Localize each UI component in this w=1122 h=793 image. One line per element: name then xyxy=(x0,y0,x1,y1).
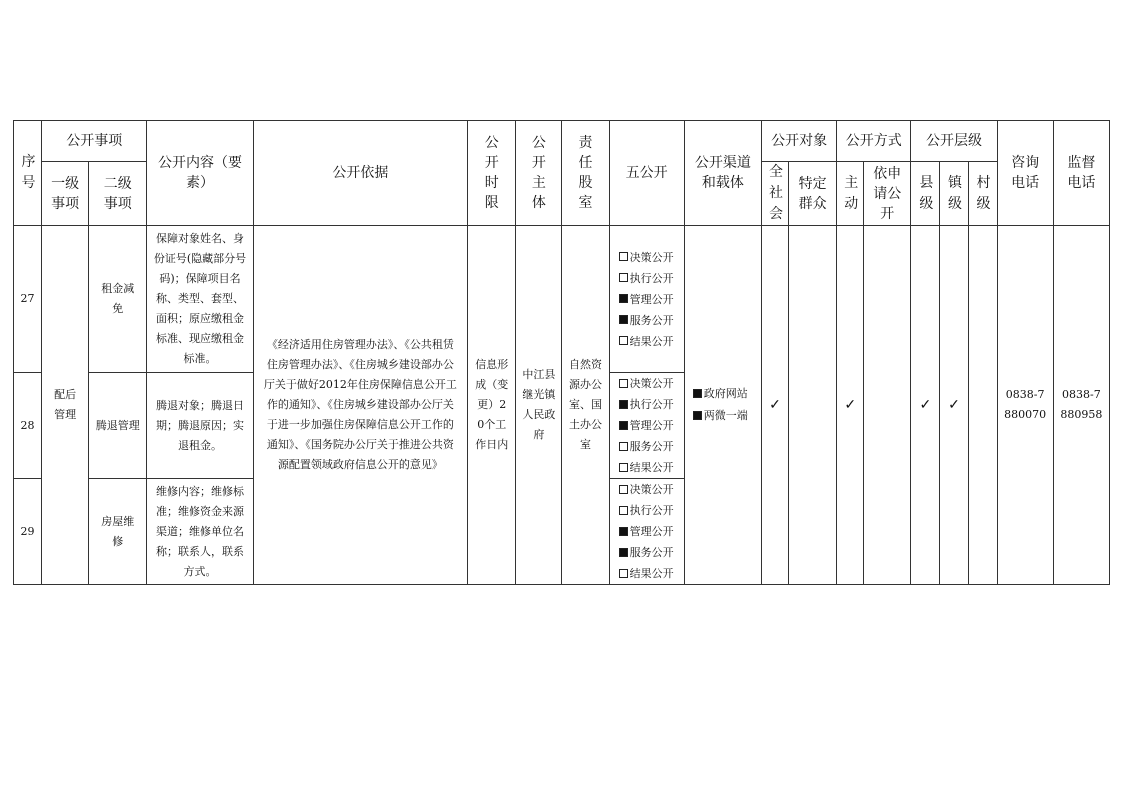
five-item xyxy=(619,268,684,289)
basis-cell: 《经济适用住房管理办法》、《公共租赁住房管理办法》、《住房城乡建设部办公厅关于做好2012年住房保障信息公开工作的通知》、《住房城乡建设部办公厅关于进一步加强住房保障信息公开工作的通知》、《国务院办公厅关于推进公共资源配置领域政府信息公开的意见》 xyxy=(253,226,468,585)
header-mode: 公开方式 xyxy=(837,121,911,162)
row-seq: 28 xyxy=(14,373,42,479)
content-cell: 保障对象姓名、身份证号(隐藏部分号码)；保障项目名称、类型、套型、面积；原应缴租金标准、现应缴租金标准。 xyxy=(147,226,253,373)
five-item xyxy=(619,394,684,415)
header-dept: 责任股室 xyxy=(562,121,609,226)
header-supervise: 监督电话 xyxy=(1053,121,1109,226)
mode-active-check: ✓ xyxy=(837,226,864,585)
five-item xyxy=(619,247,684,268)
five-item-label: 服务公开 xyxy=(629,313,674,327)
checkbox-checked-icon xyxy=(619,527,628,536)
header-basis: 公开依据 xyxy=(253,121,468,226)
disclosure-table xyxy=(13,120,1110,585)
five-item-label: 执行公开 xyxy=(629,271,674,285)
header-channel: 公开渠道和载体 xyxy=(684,121,761,226)
five-cell xyxy=(609,226,684,373)
channel-cell xyxy=(684,226,761,585)
five-list xyxy=(610,479,684,584)
header-target-all: 全社会 xyxy=(761,162,788,226)
five-item xyxy=(619,563,684,584)
five-cell xyxy=(609,373,684,479)
five-item-label: 结果公开 xyxy=(629,567,674,580)
header-level1: 一级事项 xyxy=(42,162,89,226)
five-item-label: 结果公开 xyxy=(629,334,674,348)
supervise-phone-cell: 0838-7880958 xyxy=(1053,226,1109,585)
header-level-county: 县级 xyxy=(911,162,940,226)
five-item-label: 服务公开 xyxy=(629,546,674,559)
five-item xyxy=(619,373,684,394)
time-limit-cell: 信息形成（变更）20个工作日内 xyxy=(468,226,516,585)
five-item-label: 管理公开 xyxy=(629,525,674,538)
five-item xyxy=(619,500,684,521)
checkbox-empty-icon xyxy=(619,569,628,578)
five-cell xyxy=(609,479,684,585)
row-seq: 27 xyxy=(14,226,42,373)
checkbox-empty-icon xyxy=(619,463,628,472)
content-cell: 腾退对象；腾退日期；腾退原因；实退租金。 xyxy=(147,373,253,479)
header-level2: 二级事项 xyxy=(89,162,147,226)
five-item xyxy=(619,436,684,457)
level2-item-cell: 房屋维修 xyxy=(89,479,147,585)
checkbox-empty-icon xyxy=(619,485,628,494)
header-level-village: 村级 xyxy=(968,162,997,226)
table-row xyxy=(14,226,1110,373)
header-mode-apply: 依申请公开 xyxy=(864,162,911,226)
level-county-check: ✓ xyxy=(911,226,940,585)
five-item xyxy=(619,479,684,500)
five-item-label: 决策公开 xyxy=(629,250,674,264)
level-town-check: ✓ xyxy=(940,226,968,585)
checkbox-empty-icon xyxy=(619,273,628,282)
five-item-label: 决策公开 xyxy=(629,377,674,390)
five-item xyxy=(619,521,684,542)
mode-apply-cell xyxy=(864,226,911,585)
checkbox-checked-icon xyxy=(619,400,628,409)
header-seq: 序号 xyxy=(14,121,42,226)
five-item xyxy=(619,289,684,310)
five-list xyxy=(610,373,684,478)
five-item-label: 决策公开 xyxy=(629,483,674,496)
checkbox-checked-icon xyxy=(693,389,702,398)
five-item xyxy=(619,457,684,478)
checkbox-checked-icon xyxy=(619,548,628,557)
subject-cell: 中江县继光镇人民政府 xyxy=(516,226,562,585)
row-seq: 29 xyxy=(14,479,42,585)
checkbox-checked-icon xyxy=(619,421,628,430)
five-item-label: 服务公开 xyxy=(629,440,674,453)
header-time-limit: 公开时限 xyxy=(468,121,516,226)
level1-item-cell: 配后管理 xyxy=(42,226,89,585)
five-item-label: 管理公开 xyxy=(629,419,674,432)
five-item xyxy=(619,415,684,436)
header-target: 公开对象 xyxy=(761,121,836,162)
header-level-town: 镇级 xyxy=(940,162,968,226)
consult-phone-cell: 0838-7880070 xyxy=(997,226,1053,585)
header-items: 公开事项 xyxy=(42,121,147,162)
header-consult: 咨询电话 xyxy=(997,121,1053,226)
five-item-label: 执行公开 xyxy=(629,504,674,517)
channel-item: 两微一端 xyxy=(685,405,761,427)
checkbox-checked-icon xyxy=(619,315,628,324)
header-subject: 公开主体 xyxy=(516,121,562,226)
five-list xyxy=(610,247,684,352)
five-item-label: 执行公开 xyxy=(629,398,674,411)
checkbox-empty-icon xyxy=(619,442,628,451)
level-village-cell xyxy=(968,226,997,585)
header-target-specific: 特定群众 xyxy=(789,162,837,226)
dept-cell: 自然资源办公室、国土办公室 xyxy=(562,226,609,585)
header-five: 五公开 xyxy=(609,121,684,226)
level2-item-cell: 腾退管理 xyxy=(89,373,147,479)
five-item xyxy=(619,542,684,563)
five-item-label: 结果公开 xyxy=(629,461,674,474)
checkbox-empty-icon xyxy=(619,252,628,261)
target-all-check: ✓ xyxy=(761,226,788,585)
checkbox-checked-icon xyxy=(693,411,702,420)
header-content: 公开内容（要素） xyxy=(147,121,253,226)
checkbox-checked-icon xyxy=(619,294,628,303)
checkbox-empty-icon xyxy=(619,506,628,515)
five-item xyxy=(619,331,684,352)
checkbox-empty-icon xyxy=(619,379,628,388)
header-level: 公开层级 xyxy=(911,121,997,162)
level2-item-cell: 租金减免 xyxy=(89,226,147,373)
header-mode-active: 主动 xyxy=(837,162,864,226)
content-cell: 维修内容；维修标准；维修资金来源渠道；维修单位名称；联系人，联系方式。 xyxy=(147,479,253,585)
checkbox-empty-icon xyxy=(619,336,628,345)
five-item xyxy=(619,310,684,331)
target-specific-cell xyxy=(789,226,837,585)
five-item-label: 管理公开 xyxy=(629,292,674,306)
channel-item: 政府网站 xyxy=(685,383,761,405)
